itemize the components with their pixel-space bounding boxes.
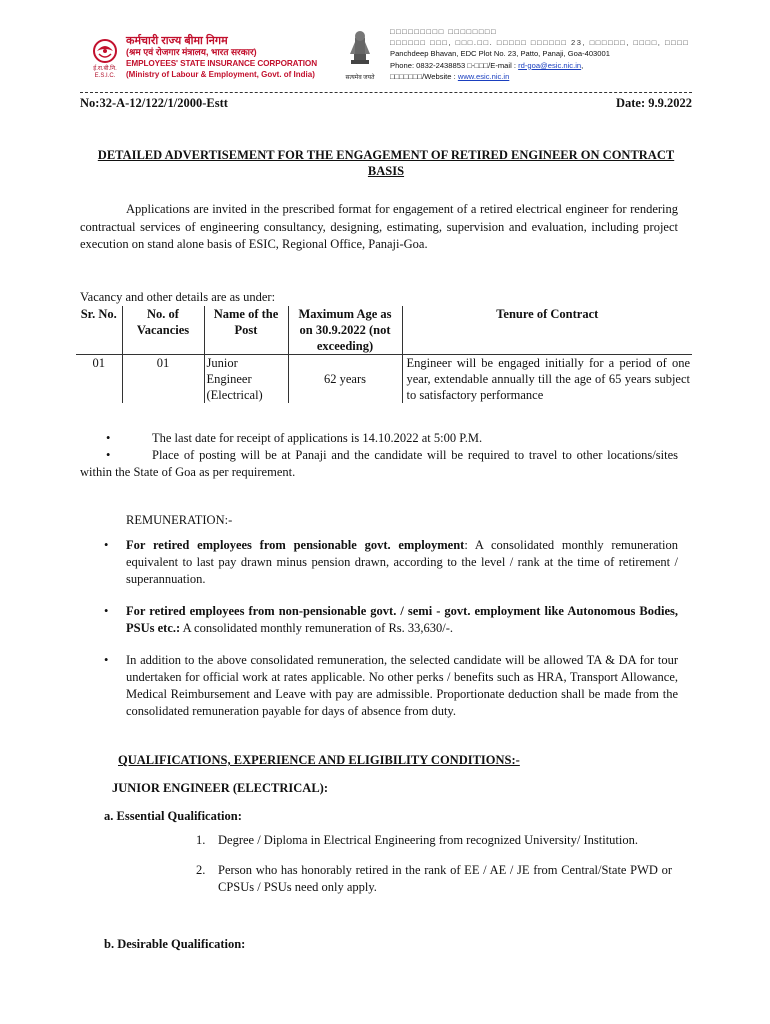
national-emblem: [342, 24, 378, 81]
header-tenure: Tenure of Contract: [402, 306, 692, 355]
header-vacancies: No. of Vacancies: [122, 306, 204, 355]
logo-sub-hindi: ई.रा.बी.नि.: [93, 66, 117, 72]
note-posting: Place of posting will be at Panaji and the candidate will be required to travel to other locations/sites within the State of Goa as per requirement.: [80, 448, 678, 479]
bullet-icon: •: [106, 431, 111, 445]
cell-sr-no: 01: [76, 355, 122, 404]
intro-paragraph: Applications are invited in the prescribed format for engagement of a retired electrical engineer for rendering contractual services of engineering consultancy, designing, estimating, supervision and evaluation, including project execution on stand alone basis of ESIC, Regional Office, Panaji-Goa.: [80, 202, 678, 251]
qualification-text: Person who has honorably retired in the rank of EE / AE / JE from Central/State PWD or CPSUs / PSUs need only apply.: [218, 863, 672, 894]
remuneration-item-text: : A consolidated monthly remuneration equivalent to last pay drawn minus pension drawn, according to the level / rank at the time of retirement / superannuation.: [126, 538, 678, 586]
document-title: DETAILED ADVERTISEMENT FOR THE ENGAGEMENT OF RETIRED ENGINEER ON CONTRACT BASIS: [97, 148, 675, 178]
website-label: □□□□□□□/Website :: [390, 71, 458, 81]
remuneration-item-text: A consolidated monthly remuneration of Rs. 33,630/-.: [180, 621, 454, 635]
note-deadline: The last date for receipt of applications is 14.10.2022 at 5:00 P.M.: [152, 431, 483, 445]
remuneration-list: [80, 537, 678, 735]
cell-vacancies: 01: [122, 355, 204, 404]
org-name-block: [126, 36, 317, 80]
item-number: 1.: [196, 833, 206, 847]
esic-logo: [88, 38, 122, 80]
emblem-caption: सत्यमेव जयते: [345, 75, 375, 81]
remuneration-item-bold: For retired employees from non-pensionable govt. / semi - govt. employment like Autonomous Bodies, PSUs etc.:: [126, 604, 678, 635]
cell-tenure: Engineer will be engaged initially for a period of one year, extendable annually till the age of 65 years subject to satisfactory performance: [402, 355, 692, 404]
cell-post: Junior Engineer (Electrical): [204, 355, 288, 404]
list-item: [80, 447, 678, 481]
table-row: [76, 355, 692, 404]
reference-number: No:32-A-12/122/1/2000-Estt: [80, 96, 228, 110]
phone-label: Phone: 0832-2438853 □-□□□/E-mail :: [390, 60, 519, 70]
bullet-icon: •: [104, 653, 109, 667]
contact-line: [390, 60, 710, 71]
org-name-hindi: कर्मचारी राज्य बीमा निगम: [126, 35, 228, 47]
bullet-icon: •: [104, 538, 109, 552]
website-line: [390, 71, 710, 82]
emblem-icon: [345, 24, 375, 68]
vacancy-table: [76, 306, 692, 403]
esic-logo-icon: [90, 38, 120, 66]
remuneration-heading: REMUNERATION:-: [126, 513, 233, 527]
essential-qualification-list: [196, 832, 672, 909]
address-block: [390, 26, 710, 82]
org-ministry-hindi: (श्रम एवं रोजगार मंत्रालय, भारत सरकार): [126, 47, 257, 57]
list-item: [80, 652, 678, 720]
address-regional-1: □□□□□□□□□ □□□□□□□□: [390, 27, 498, 36]
qualification-text: Degree / Diploma in Electrical Engineering from recognized University/ Institution.: [218, 833, 639, 847]
cell-max-age: 62 years: [288, 355, 402, 404]
reference-line: [80, 96, 692, 111]
org-name-english: EMPLOYEES' STATE INSURANCE CORPORATION: [126, 59, 318, 68]
remuneration-item-text: In addition to the above consolidated remuneration, the selected candidate will be allowed TA & DA for tour undertaken for official work at rates applicable. No other perks / benefits such as HRA, Transport Allowance, Medical Reimbursement and Leave with pay are admissible. Proportionate deduction shall be made from the consolidated remuneration payable for days of absence from duty.: [126, 653, 678, 718]
header-max-age: Maximum Age as on 30.9.2022 (not exceeding): [288, 306, 402, 355]
qualifications-heading: QUALIFICATIONS, EXPERIENCE AND ELIGIBILITY CONDITIONS:-: [118, 753, 520, 767]
item-number: 2.: [196, 863, 206, 877]
document-date: Date: 9.9.2022: [615, 96, 692, 110]
notes-list: [80, 430, 678, 481]
letterhead: [80, 24, 710, 94]
list-item: [80, 537, 678, 588]
list-item: [196, 832, 672, 849]
logo-sub-english: E.S.I.C.: [94, 73, 116, 79]
bullet-icon: •: [104, 604, 109, 618]
list-item: [80, 603, 678, 637]
list-item: [196, 862, 672, 896]
header-sr-no: Sr. No.: [80, 307, 117, 321]
table-header-row: [76, 306, 692, 355]
address-regional-2: □□□□□□ □□□, □□□.□□. □□□□□ □□□□□□ 23, □□□□□□, □□□□, □□□□: [390, 38, 690, 48]
org-ministry-english: (Ministry of Labour & Employment, Govt. of India): [126, 70, 315, 79]
address-english: Panchdeep Bhavan, EDC Plot No. 23, Patto, Panaji, Goa-403001: [390, 49, 610, 59]
remuneration-item-bold: For retired employees from pensionable govt. employment: [126, 538, 465, 552]
email-suffix: ,: [581, 60, 584, 70]
vacancy-intro: Vacancy and other details are as under:: [80, 290, 276, 304]
bullet-icon: •: [106, 448, 111, 462]
essential-qualification-heading: a. Essential Qualification:: [104, 809, 242, 823]
post-heading: JUNIOR ENGINEER (ELECTRICAL):: [112, 781, 328, 795]
header-post: Name of the Post: [204, 306, 288, 355]
list-item: [80, 430, 678, 447]
website-link[interactable]: www.esic.nic.in: [457, 71, 510, 81]
desirable-qualification-heading: b. Desirable Qualification:: [104, 937, 246, 951]
email-link[interactable]: rd-goa@esic.nic.in: [518, 60, 582, 70]
header-divider: [80, 92, 692, 93]
